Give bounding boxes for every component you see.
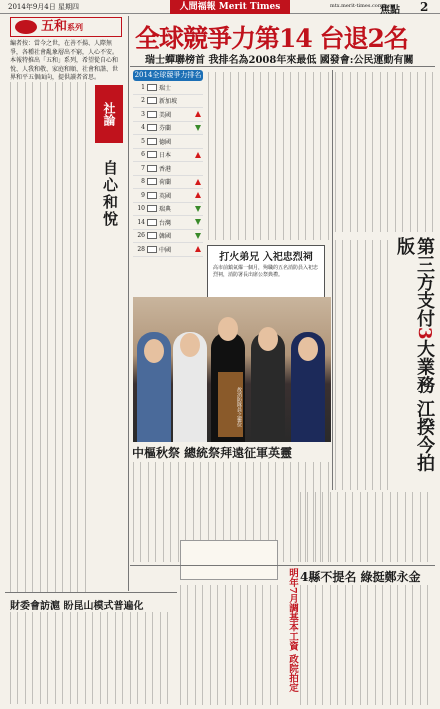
rank-up-icon [195, 152, 201, 158]
country-flag-icon [147, 151, 157, 158]
bottom-right-headline: 4縣不提名 綠挺鄭永金 [300, 570, 421, 584]
side-headline-part2: 大業務 江揆今拍版 [394, 237, 435, 472]
ranking-title: 2014全球競爭力排名 [134, 71, 202, 79]
divider [5, 592, 177, 593]
ranking-row [133, 216, 203, 230]
bottom-mid-text [180, 585, 278, 705]
country-flag-icon [147, 192, 157, 199]
ranking-number: 2 [141, 97, 145, 105]
country-name: 瑞典 [159, 206, 172, 214]
photo-headline: 中樞秋祭 總統祭拜遠征軍英靈 [132, 446, 293, 460]
ranking-row [133, 189, 203, 203]
side-body-text [335, 240, 392, 490]
country-flag-icon [147, 165, 157, 172]
bottom-right-text [300, 585, 434, 705]
country-name: 韓國 [159, 233, 172, 241]
photo-person-head [258, 327, 278, 351]
series-tag [10, 17, 122, 37]
photo-person-head [180, 333, 200, 357]
mid-story-text [300, 492, 434, 562]
ranking-number: 3 [141, 110, 145, 118]
ranking-number: 6 [141, 151, 145, 159]
rank-up-icon [195, 179, 201, 185]
country-flag-icon [147, 246, 157, 253]
rank-down-icon [195, 219, 201, 225]
lead-subhead: 瑞士蟬聯榜首 我排名為2008年來最低 國發會:公民運動有關 [145, 55, 414, 66]
rank-down-icon [195, 125, 201, 131]
series-suffix: 系列 [67, 22, 84, 32]
ranking-row [133, 230, 203, 244]
ranking-number: 4 [141, 124, 145, 132]
issue-date: 2014年9月4日 星期四 [8, 3, 79, 11]
lead-headline: 全球競爭力第14 台退2名 [135, 24, 408, 53]
country-name: 台灣 [159, 219, 172, 227]
country-name: 瑞士 [159, 84, 172, 92]
country-name: 新加坡 [159, 98, 178, 106]
ranking-number: 1 [141, 83, 145, 91]
country-flag-icon [147, 205, 157, 212]
lead-body-text-2 [335, 72, 433, 232]
ranking-number: 5 [141, 137, 145, 145]
section-name: 焦點 [380, 5, 400, 16]
ranking-row [133, 81, 203, 95]
rank-up-icon [195, 246, 201, 252]
country-flag-icon [147, 84, 157, 91]
side-headline-part1: 第三方支付 [414, 237, 435, 327]
rank-down-icon [195, 206, 201, 212]
divider [130, 66, 435, 67]
competitiveness-ranking [133, 70, 203, 254]
brief-title: 打火弟兄 入祀忠烈祠 [219, 252, 313, 263]
brief-body: 高市前鎮氣爆一個月，殉職的五名消防員入祀忠烈祠，消防署長出席公祭典禮。 [213, 265, 319, 278]
page-number: 2 [420, 0, 429, 14]
ranking-number: 26 [137, 232, 145, 240]
ranking-list [133, 81, 203, 257]
divider [332, 70, 333, 490]
ranking-row [133, 176, 203, 190]
ranking-number: 7 [141, 164, 145, 172]
ranking-row [133, 149, 203, 163]
country-flag-icon [147, 178, 157, 185]
divider [130, 565, 435, 566]
series-intro: 編者按：當今之世，在善不揚、人際無爭，各種社會亂象層出不窮，人心不安。本報特推出「五和」系列，希望從自心和悅、人我和敬、家庭和順、社會和諧、世界和平五個面向，提供讀者省思。 [10, 40, 119, 81]
ranking-row [133, 108, 203, 122]
side-headline-number: 3 [414, 327, 435, 340]
bottom-left-text [10, 612, 170, 704]
country-flag-icon [147, 124, 157, 131]
paper-name: 人間福報 Merit Times [170, 0, 290, 14]
country-name: 芬蘭 [159, 125, 172, 133]
series-emblem-icon [15, 20, 37, 34]
ranking-number: 28 [137, 245, 145, 253]
rank-down-icon [195, 233, 201, 239]
paper-url[interactable]: mtx.merit-times.com.tw [330, 3, 391, 9]
country-name: 荷蘭 [159, 179, 172, 187]
ranking-row [133, 135, 203, 149]
country-name: 英國 [159, 192, 172, 200]
divider [128, 16, 129, 591]
country-flag-icon [147, 219, 157, 226]
country-name: 美國 [159, 111, 172, 119]
lead-body-text-1 [208, 72, 330, 240]
ranking-row [133, 203, 203, 217]
country-name: 日本 [159, 152, 172, 160]
ranking-row [133, 162, 203, 176]
editorial-title: 自心和悅 [101, 160, 119, 228]
editorial-label: 社論 [95, 85, 123, 143]
editorial-body-text [10, 82, 90, 592]
ranking-row [133, 122, 203, 136]
firefighter-brief [207, 245, 325, 305]
ranking-number: 10 [137, 205, 145, 213]
ranking-row [133, 95, 203, 109]
country-name: 香港 [159, 165, 172, 173]
rank-up-icon [195, 111, 201, 117]
ranking-row [133, 243, 203, 257]
photo-person-head [218, 317, 238, 341]
memorial-placard: 故消防隊員之靈位 [218, 372, 243, 437]
ranking-number: 9 [141, 191, 145, 199]
side-headline [396, 237, 434, 487]
country-name: 德國 [159, 138, 172, 146]
ranking-number: 8 [141, 178, 145, 186]
bottom-left-headline: 財委會訪滬 盼昆山模式普遍化 [10, 601, 144, 612]
rank-up-icon [195, 192, 201, 198]
country-flag-icon [147, 111, 157, 118]
photo-person-head [298, 337, 318, 361]
masthead [0, 0, 440, 14]
memorial-photo [133, 297, 331, 442]
country-name: 中國 [159, 246, 172, 254]
ranking-number: 14 [137, 218, 145, 226]
country-flag-icon [147, 138, 157, 145]
country-flag-icon [147, 232, 157, 239]
inset-box [180, 540, 278, 580]
bottom-vertical-headline: 明年7月調基本工資 政院拍定 [287, 568, 298, 692]
series-label: 五和 [41, 19, 68, 34]
photo-person-head [144, 339, 164, 363]
country-flag-icon [147, 97, 157, 104]
